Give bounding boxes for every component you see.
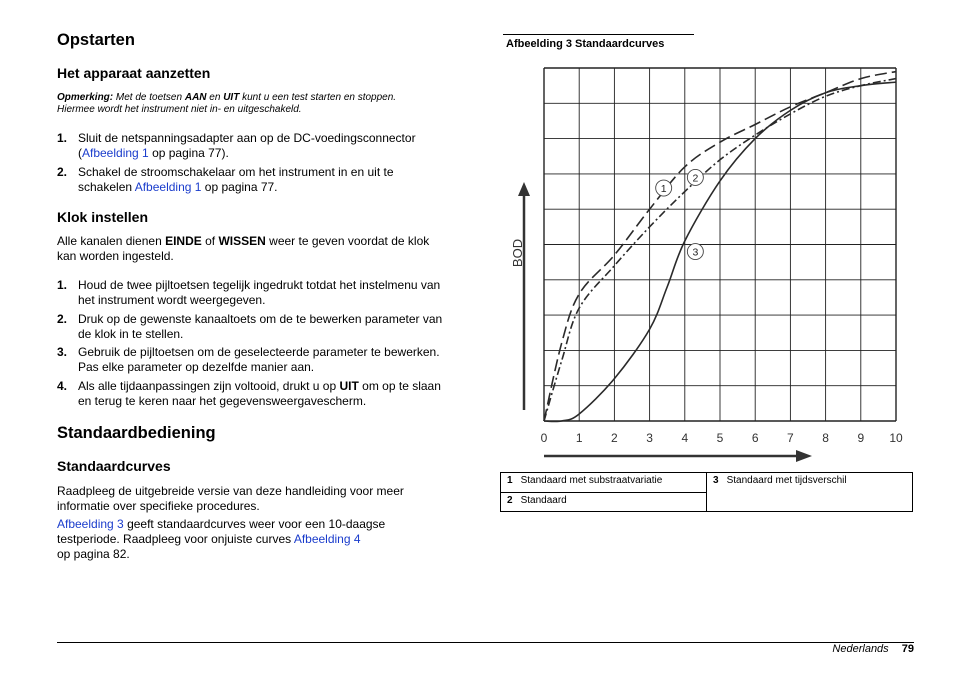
note-uit-key: UIT [223,92,240,103]
x-tick-label: 0 [540,431,548,445]
klok-einde-key: EINDE [165,234,202,248]
x-tick-label: 6 [751,431,759,445]
step-text: Druk op de gewenste kanaaltoets om de te bewerken parameter van [78,312,443,326]
x-tick-label: 8 [822,431,829,445]
caption-rule [503,34,694,35]
link-afbeelding-1[interactable]: Afbeelding 1 [82,146,149,160]
callout-number: 3 [692,246,699,259]
step-text: en terug te keren naar het gegevensweergavescherm. [78,394,367,408]
curves-text: geeft standaardcurves weer voor een 10-daagse [123,517,386,531]
klok-text: of [201,234,219,248]
legend-item-2 [501,493,707,512]
step-number: 4. [57,379,68,393]
klok-text-line2: kan worden ingesteld. [57,249,174,263]
heading-klok-instellen: Klok instellen [57,209,149,225]
y-axis-label: BOD [510,238,525,268]
x-tick-label: 5 [716,431,724,445]
klok-uit-key: UIT [339,379,359,393]
klok-step-3 [57,345,477,375]
step-number: 1. [57,131,68,145]
x-tick-label: 3 [646,431,653,445]
step-number: 2. [57,312,68,326]
link-afbeelding-3[interactable]: Afbeelding 3 [57,517,124,531]
note-label: Opmerking: [57,92,114,103]
x-axis-arrow-head [796,450,812,462]
x-tick-label: 7 [787,431,794,445]
legend-text: Standaard met tijdsverschil [726,475,847,486]
page-number: 79 [901,643,914,655]
bod-chart [500,60,914,465]
step-number: 3. [57,345,68,359]
y-axis-arrow-head [518,182,530,196]
x-tick-label: 1 [575,431,583,445]
step-text: om op te slaan [358,379,441,393]
curves-text: testperiode. Raadpleeg voor onjuiste curves [57,532,294,546]
step-1 [57,131,477,161]
curves-text: Raadpleeg de uitgebreide versie van deze handleiding voor meer [57,484,404,498]
figure-caption: Afbeelding 3 Standaardcurves [506,38,665,50]
step-text: Schakel de stroomschakelaar om het instrument in en uit te [78,165,394,179]
curves-text: op pagina 82. [57,547,130,561]
x-tick-labels [541,431,903,445]
footer [832,643,914,655]
klok-text: Alle kanalen dienen [57,234,166,248]
step-number: 2. [57,165,68,179]
link-afbeelding-1[interactable]: Afbeelding 1 [134,180,202,194]
section-title-standaardbediening: Standaardbediening [57,424,216,442]
klok-wissen-key: WISSEN [218,234,266,248]
step-text: Sluit de netspanningsadapter aan op de DC-voedingsconnector [78,131,416,145]
step-text: Als alle tijdaanpassingen zijn voltooid, drukt u op [78,379,340,393]
legend-text: Standaard [520,495,567,506]
footer-rule [57,642,914,643]
step-text: schakelen [78,180,135,194]
klok-step-4 [57,379,477,409]
step-text: op pagina 77). [148,146,229,160]
legend-item-1 [501,473,707,493]
footer-language: Nederlands [832,643,889,655]
legend-number: 3 [713,475,719,486]
chart-grid [544,68,896,421]
x-tick-label: 4 [681,431,689,445]
heading-standaardcurves: Standaardcurves [57,458,171,474]
step-text: op pagina 77. [201,180,278,194]
curves-text: informatie over specifieke procedures. [57,499,260,513]
step-2 [57,165,477,195]
note-text: en [206,92,224,103]
klok-intro [57,234,477,264]
step-text: ( [78,146,82,160]
step-text: het instrument wordt weergegeven. [78,293,266,307]
klok-text: weer te geven voordat de klok [265,234,430,248]
legend-table [500,472,913,512]
note-text-line2: Hiermee wordt het instrument niet in- en uitgeschakeld. [57,104,302,115]
legend-number: 2 [507,495,513,506]
step-number: 1. [57,278,68,292]
x-tick-label: 9 [857,431,865,445]
x-tick-label: 10 [889,431,903,445]
section-title-opstarten: Opstarten [57,31,135,49]
note-aan-key: AAN [184,92,207,103]
note-block [57,92,477,116]
klok-step-1 [57,278,477,308]
heading-apparaat-aanzetten: Het apparaat aanzetten [57,65,211,81]
legend-item-3 [707,473,913,493]
callout-number: 1 [660,183,667,196]
note-text: kunt u een test starten en stoppen. [239,92,397,103]
step-text: Houd de twee pijltoetsen tegelijk ingedrukt totdat het instelmenu van [78,278,441,292]
x-tick-label: 2 [611,431,618,445]
callouts [656,169,704,259]
callout-number: 2 [692,172,699,185]
link-afbeelding-4[interactable]: Afbeelding 4 [293,532,361,546]
curves-paragraph-1 [57,484,477,514]
note-text: Met de toetsen [113,92,185,103]
step-text: Gebruik de pijltoetsen om de geselecteerde parameter te bewerken. [78,345,440,359]
klok-step-2 [57,312,477,342]
step-text: de klok in te stellen. [78,327,184,341]
step-text: Pas elke parameter op dezelfde manier aan. [78,360,315,374]
legend-number: 1 [507,475,513,486]
curves-paragraph-2 [57,517,477,562]
legend-text: Standaard met substraatvariatie [520,475,663,486]
